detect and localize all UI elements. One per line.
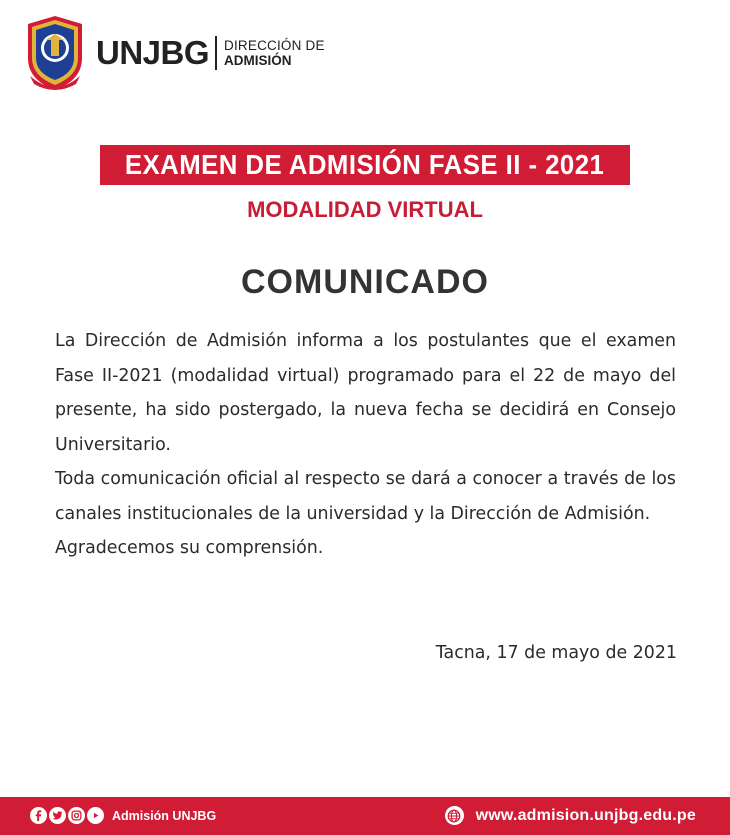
notice-paragraph-2: Toda comunicación oficial al respecto se dará a conocer a través de los canales institucionales de la universidad y la Dirección de Admisión. (55, 469, 676, 524)
brand-sub-line2: ADMISIÓN (224, 53, 292, 68)
globe-icon (445, 806, 464, 825)
social-links (30, 807, 216, 824)
brand-divider (215, 36, 217, 70)
title-banner (100, 145, 630, 185)
banner-subtitle: MODALIDAD VIRTUAL (247, 197, 483, 222)
notice-paragraph-3: Agradecemos su comprensión. (55, 538, 324, 558)
header (24, 14, 325, 92)
notice-heading: COMUNICADO (241, 263, 489, 301)
website-url[interactable]: www.admision.unjbg.edu.pe (475, 806, 696, 824)
notice-paragraph-1: La Dirección de Admisión informa a los postulantes que el examen Fase II-2021 (modalidad virtual) programado para el 22 de mayo del presente, ha sido postergado, la nueva fecha se decidirá en Consejo Universitario. (55, 331, 676, 455)
instagram-icon[interactable] (68, 807, 85, 824)
notice-body (55, 324, 676, 566)
date-line: Tacna, 17 de mayo de 2021 (435, 643, 677, 663)
brand-sub-line1: DIRECCIÓN DE (224, 38, 325, 53)
banner-title: EXAMEN DE ADMISIÓN FASE II - 2021 (125, 149, 605, 180)
brand-name: UNJBG (96, 34, 210, 71)
twitter-icon[interactable] (49, 807, 66, 824)
footer-bar (0, 797, 730, 835)
social-handle[interactable]: Admisión UNJBG (112, 808, 217, 823)
youtube-icon[interactable] (87, 807, 104, 824)
university-seal-icon (24, 14, 86, 92)
website-link[interactable] (445, 806, 696, 825)
brand-subtitle (224, 38, 325, 68)
facebook-icon[interactable] (30, 807, 47, 824)
